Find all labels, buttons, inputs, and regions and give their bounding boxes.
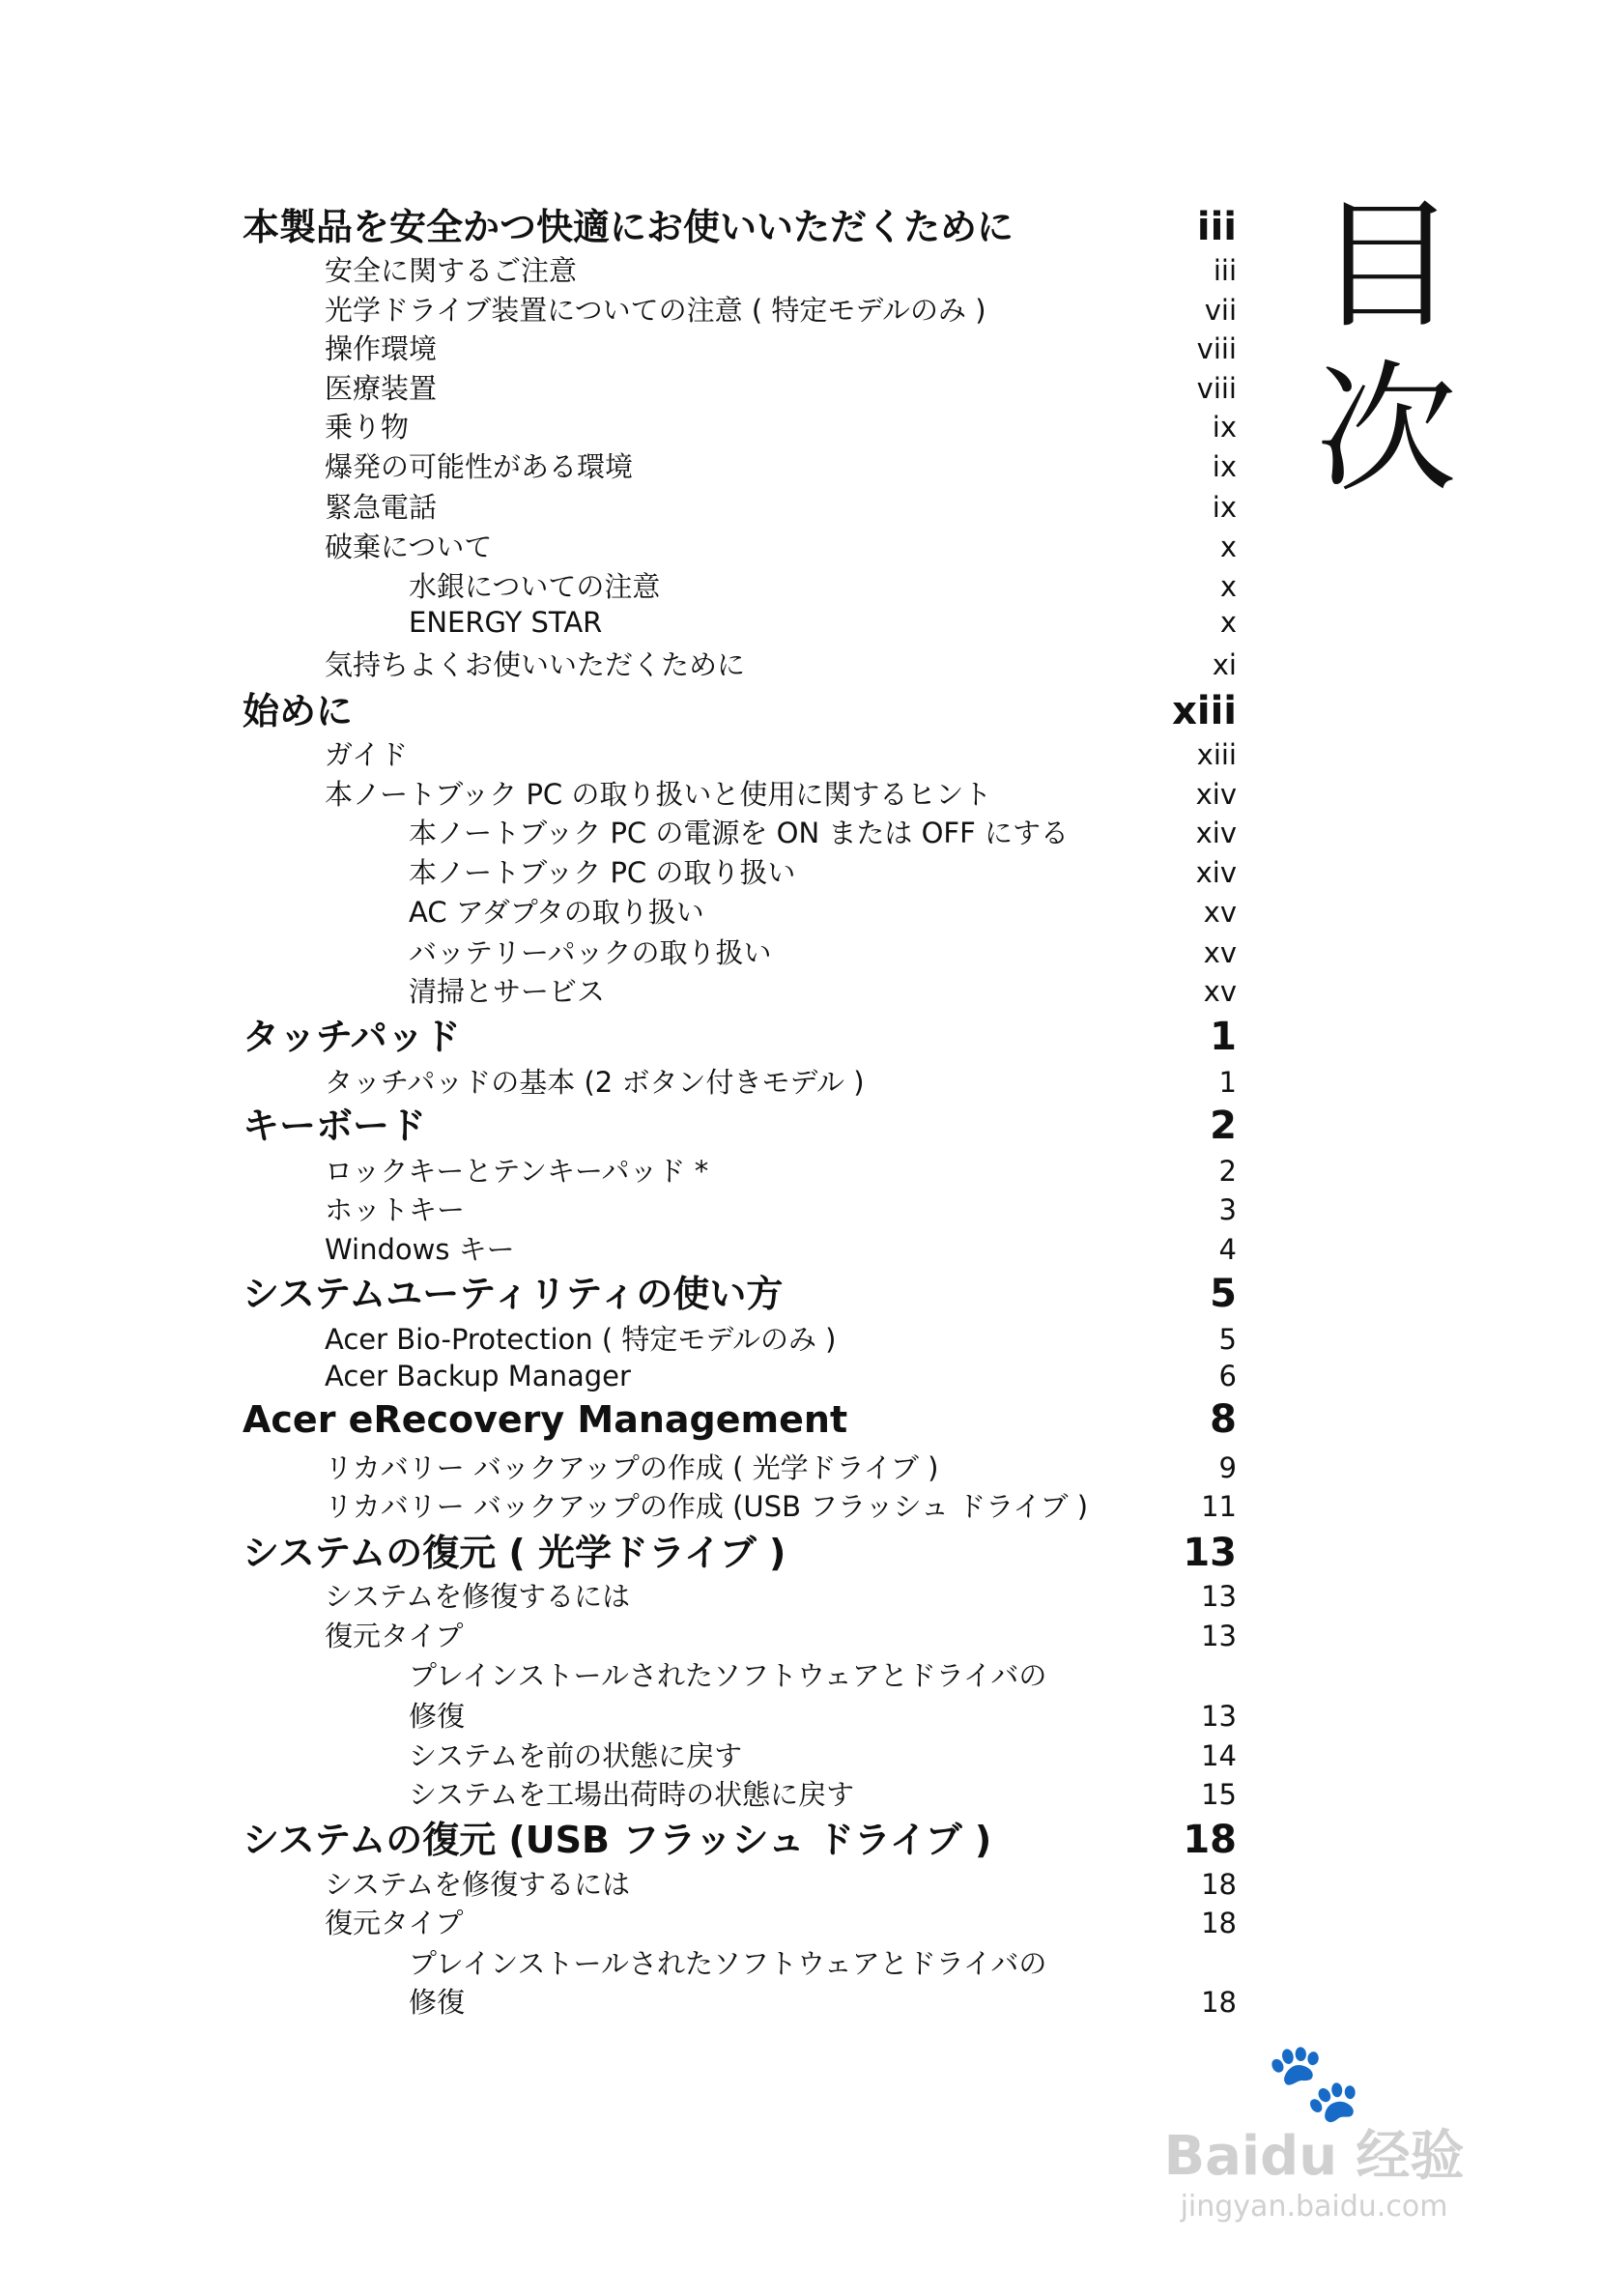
toc-entry[interactable] xyxy=(0,293,1600,328)
toc-entry[interactable] xyxy=(0,1359,1600,1393)
toc-page-number: viii xyxy=(1196,372,1237,405)
paw-logo-icon: 🐾 xyxy=(1266,2037,1362,2127)
toc-page-number: 5 xyxy=(1210,1272,1237,1316)
toc-entry-title: 緊急電話 xyxy=(325,491,438,524)
toc-entry[interactable] xyxy=(0,816,1600,850)
toc-chapter[interactable] xyxy=(0,1015,1600,1059)
toc-entry-title: 安全に関するご注意 xyxy=(325,254,578,287)
toc-entry[interactable] xyxy=(0,1867,1600,1902)
toc-entry-title: 本ノートブック PC の取り扱い xyxy=(409,856,796,889)
toc-entry[interactable] xyxy=(0,1738,1600,1773)
toc-chapter[interactable] xyxy=(0,1397,1600,1442)
toc-entry[interactable] xyxy=(0,530,1600,564)
toc-entry[interactable] xyxy=(0,1946,1600,1981)
toc-entry-title: リカバリー バックアップの作成 (USB フラッシュ ドライブ ) xyxy=(325,1490,1089,1523)
toc-entry-title: 気持ちよくお使いいただくために xyxy=(325,648,746,681)
toc-page-number: 2 xyxy=(1218,1155,1237,1188)
toc-entry-title: 本ノートブック PC の電源を ON または OFF にする xyxy=(409,817,1069,849)
toc-entry-title: 医療装置 xyxy=(325,372,438,405)
toc-page-number: 13 xyxy=(1201,1580,1237,1613)
toc-page-number: x xyxy=(1219,531,1237,563)
toc-chapter[interactable] xyxy=(0,205,1600,249)
toc-entry[interactable] xyxy=(0,1154,1600,1189)
toc-page-number: 13 xyxy=(1201,1700,1237,1733)
toc-entry-title: システムの復元 (USB フラッシュ ドライブ ) xyxy=(243,1819,992,1861)
watermark-url: jingyan.baidu.com xyxy=(1180,2190,1448,2224)
toc-page-number: 18 xyxy=(1201,1907,1237,1939)
toc-entry[interactable] xyxy=(0,1065,1600,1100)
toc-page-number: xiii xyxy=(1196,738,1237,771)
toc-entry-title: Windows キー xyxy=(325,1233,515,1266)
toc-page-number: xv xyxy=(1203,936,1237,969)
toc-page-number: xi xyxy=(1212,648,1237,681)
toc-entry[interactable] xyxy=(0,1322,1600,1357)
toc-page-number: x xyxy=(1219,570,1237,603)
toc-page-number: 1 xyxy=(1218,1066,1237,1099)
toc-entry[interactable] xyxy=(0,895,1600,930)
toc-entry-title: 清掃とサービス xyxy=(409,975,606,1008)
baidu-watermark xyxy=(1130,2039,1498,2271)
toc-page-number: 1 xyxy=(1210,1015,1237,1059)
toc-page-number: ix xyxy=(1212,450,1237,483)
toc-page-number: 15 xyxy=(1201,1778,1237,1811)
toc-entry[interactable] xyxy=(0,1192,1600,1227)
toc-entry[interactable] xyxy=(0,737,1600,772)
toc-entry-title: バッテリーパックの取り扱い xyxy=(409,936,772,969)
toc-entry-title: 爆発の可能性がある環境 xyxy=(325,450,634,483)
toc-entry-title: 操作環境 xyxy=(325,332,438,365)
toc-entry-title: Acer Backup Manager xyxy=(325,1360,631,1392)
toc-entry-title: 乗り物 xyxy=(325,411,410,444)
toc-page-number: 14 xyxy=(1201,1739,1237,1772)
toc-entry[interactable] xyxy=(0,331,1600,366)
toc-entry[interactable] xyxy=(0,1232,1600,1267)
toc-entry-title: Acer Bio-Protection ( 特定モデルのみ ) xyxy=(325,1323,837,1356)
toc-page-number: 2 xyxy=(1210,1104,1237,1148)
toc-entry-title: 光学ドライブ装置についての注意 ( 特定モデルのみ ) xyxy=(325,294,986,327)
toc-page-number: ix xyxy=(1212,411,1237,444)
toc-chapter[interactable] xyxy=(0,1104,1600,1148)
toc-entry[interactable] xyxy=(0,569,1600,604)
toc-entry[interactable] xyxy=(0,371,1600,406)
toc-entry[interactable] xyxy=(0,1619,1600,1653)
toc-page-number: iii xyxy=(1213,254,1237,287)
toc-page-number: xv xyxy=(1203,975,1237,1008)
toc-entry-title: 復元タイプ xyxy=(325,1620,464,1652)
toc-entry[interactable] xyxy=(0,1985,1600,2020)
toc-page-number: 9 xyxy=(1218,1451,1237,1484)
toc-entry[interactable] xyxy=(0,1658,1600,1693)
toc-entry-title: 修復 xyxy=(409,1700,466,1733)
toc-entry-title: キーボード xyxy=(243,1105,427,1147)
toc-page-number: 8 xyxy=(1210,1397,1237,1442)
toc-page-number: 18 xyxy=(1183,1818,1237,1862)
toc-page-number: iii xyxy=(1196,205,1237,249)
toc-page-number: x xyxy=(1219,606,1237,639)
toc-entry-title: 修復 xyxy=(409,1986,466,2019)
toc-entry[interactable] xyxy=(0,605,1600,640)
toc-entry[interactable] xyxy=(0,410,1600,445)
toc-entry-title: システムの復元 ( 光学ドライブ ) xyxy=(243,1532,786,1574)
toc-entry-title: リカバリー バックアップの作成 ( 光学ドライブ ) xyxy=(325,1451,939,1484)
toc-entry-title: 本製品を安全かつ快適にお使いいただくために xyxy=(243,206,1014,248)
toc-entry[interactable] xyxy=(0,1489,1600,1524)
toc-entry-title: システムを前の状態に戻す xyxy=(409,1739,743,1772)
toc-entry[interactable] xyxy=(0,855,1600,890)
toc-entry-title: システムユーティリティの使い方 xyxy=(243,1273,784,1315)
toc-entry[interactable] xyxy=(0,1699,1600,1734)
toc-page-number: xiii xyxy=(1172,689,1237,733)
toc-entry[interactable] xyxy=(0,253,1600,288)
toc-chapter[interactable] xyxy=(0,689,1600,733)
toc-entry-title: ENERGY STAR xyxy=(409,606,603,639)
toc-entry-title: 水銀についての注意 xyxy=(409,570,661,603)
toc-entry-title: 本ノートブック PC の取り扱いと使用に関するヒント xyxy=(325,778,992,811)
toc-page-number: 18 xyxy=(1201,1986,1237,2019)
toc-entry-title: ホットキー xyxy=(325,1193,466,1226)
toc-page-number: 13 xyxy=(1183,1531,1237,1575)
toc-chapter[interactable] xyxy=(0,1818,1600,1862)
toc-page-number: 13 xyxy=(1201,1620,1237,1652)
toc-page-number: ix xyxy=(1212,491,1237,524)
toc-chapter[interactable] xyxy=(0,1272,1600,1316)
toc-chapter[interactable] xyxy=(0,1531,1600,1575)
toc-entry-title: ガイド xyxy=(325,738,409,771)
toc-entry[interactable] xyxy=(0,1579,1600,1614)
toc-entry[interactable] xyxy=(0,777,1600,812)
toc-entry[interactable] xyxy=(0,1450,1600,1485)
toc-page-number: 11 xyxy=(1201,1490,1237,1523)
toc-entry-title: プレインストールされたソフトウェアとドライバの xyxy=(409,1659,1047,1692)
toc-entry-title: プレインストールされたソフトウェアとドライバの xyxy=(409,1947,1047,1980)
toc-entry[interactable] xyxy=(0,974,1600,1009)
toc-entry-title: システムを工場出荷時の状態に戻す xyxy=(409,1778,855,1811)
toc-entry[interactable] xyxy=(0,1777,1600,1812)
toc-page-number: xiv xyxy=(1195,856,1237,889)
toc-page-number: 4 xyxy=(1218,1233,1237,1266)
toc-entry[interactable] xyxy=(0,490,1600,525)
toc-page-number: xiv xyxy=(1195,817,1237,849)
toc-entry-title: 復元タイプ xyxy=(325,1907,464,1939)
toc-entry-title: AC アダプタの取り扱い xyxy=(409,896,704,929)
toc-entry-title: 始めに xyxy=(243,690,354,732)
toc-entry[interactable] xyxy=(0,647,1600,682)
toc-entry[interactable] xyxy=(0,935,1600,970)
toc-entry-title: タッチパッドの基本 (2 ボタン付きモデル ) xyxy=(325,1066,865,1099)
watermark-brand: Baidu 经验 xyxy=(1163,2125,1465,2188)
toc-entry[interactable] xyxy=(0,449,1600,484)
toc-page-number: 6 xyxy=(1218,1360,1237,1392)
toc-entry-title: システムを修復するには xyxy=(325,1580,631,1613)
toc-entry-title: Acer eRecovery Management xyxy=(243,1398,848,1441)
toc-entry-title: システムを修復するには xyxy=(325,1868,631,1901)
toc-page-number: viii xyxy=(1196,332,1237,365)
toc-entry-title: 破棄について xyxy=(325,531,493,563)
toc-entry-title: ロックキーとテンキーパッド * xyxy=(325,1155,709,1188)
toc-page-number: vii xyxy=(1204,294,1237,327)
toc-entry[interactable] xyxy=(0,1906,1600,1940)
toc-entry-title: タッチパッド xyxy=(243,1016,461,1058)
toc-page-number: 3 xyxy=(1218,1193,1237,1226)
toc-page-number: xiv xyxy=(1195,778,1237,811)
toc-page-number: xv xyxy=(1203,896,1237,929)
toc-page-number: 5 xyxy=(1218,1323,1237,1356)
page-title: 目次 xyxy=(1316,184,1457,512)
toc-page-number: 18 xyxy=(1201,1868,1237,1901)
